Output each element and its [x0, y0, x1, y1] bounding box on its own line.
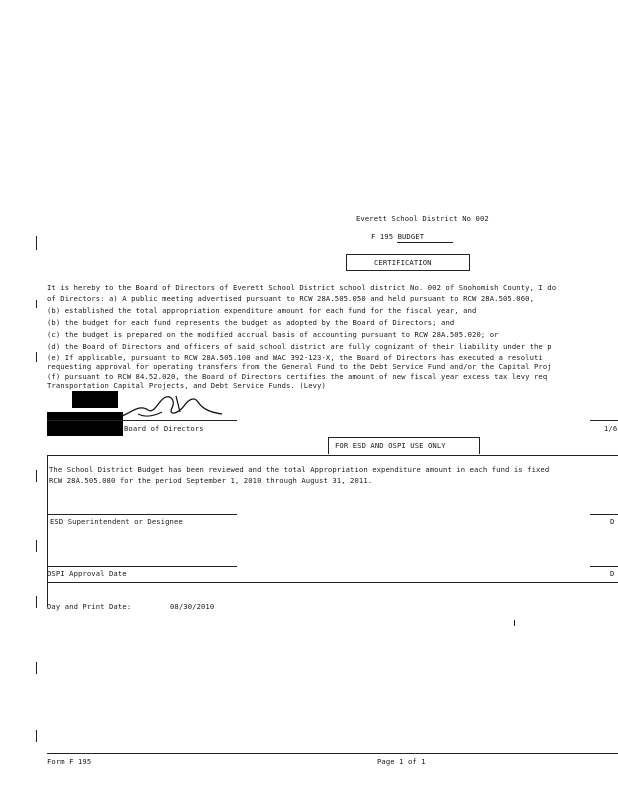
signature-line-right — [590, 420, 618, 421]
esd-label: ESD Superintendent or Designee — [50, 517, 183, 526]
cert-line: (f) pursuant to RCW 84.52.020, the Board of Directors certifies the amount of new fiscal year excess tax levy req — [47, 372, 548, 381]
cert-line: (b) established the total appropriation expenditure amount for each fund for the fiscal year, and — [47, 306, 477, 315]
margin-mark — [36, 236, 37, 250]
form-title: F 195 BUDGET — [371, 232, 425, 241]
certification-body — [47, 284, 618, 394]
review-text — [49, 466, 618, 490]
district-title: Everett School District No 002 — [356, 214, 489, 223]
signature-line — [47, 420, 237, 421]
cert-line: (e) If applicable, pursuant to RCW 28A.505.100 and WAC 392-123-X, the Board of Directors has executed a resoluti — [47, 353, 543, 362]
footer-page: Page 1 of 1 — [377, 757, 426, 766]
review-line: RCW 28A.505.080 for the period September 1, 2010 through August 31, 2011. — [49, 476, 373, 485]
esd-signature-line — [47, 514, 237, 515]
signature-scribble — [118, 390, 228, 422]
review-top-rule — [47, 455, 618, 456]
redaction-block — [47, 412, 123, 436]
margin-mark — [36, 540, 37, 552]
esd-mark: D — [610, 517, 615, 526]
cert-line: It is hereby to the Board of Directors of Everett School District school district No. 002 of Snohomish County, I do — [47, 284, 557, 292]
certification-heading: CERTIFICATION — [374, 258, 432, 267]
ospi-date-line — [590, 566, 618, 567]
ospi-signature-line — [47, 566, 237, 567]
review-banner: FOR ESD AND OSPI USE ONLY — [335, 441, 446, 450]
cert-line: of Directors: a) A public meeting advertised pursuant to RCW 28A.505.050 and held pursuant to RCW 28A.505.060, — [47, 294, 534, 303]
print-date-value: 08/30/2010 — [170, 602, 215, 611]
margin-mark — [36, 596, 37, 608]
cert-line: (c) the budget is prepared on the modified accrual basis of accounting pursuant to RCW 28A.505.020; or — [47, 330, 499, 339]
cert-line: (d) the Board of Directors and officers of said school district are fully cognizant of their liability under the p — [47, 342, 552, 351]
cert-line: (b) the budget for each fund represents the budget as adopted by the Board of Directors; and — [47, 318, 455, 327]
signature-label: Board of Directors — [124, 424, 204, 433]
review-bottom-rule — [47, 582, 618, 583]
footer-rule — [47, 753, 618, 754]
cert-line: requesting approval for operating transfers from the General Fund to the Debt Service Fund and/or the Capital Proj — [47, 362, 552, 371]
review-line: The School District Budget has been reviewed and the total Appropriation expenditure amount in each fund is fixed — [49, 466, 550, 474]
margin-mark — [36, 352, 37, 362]
margin-mark — [514, 620, 515, 626]
esd-date-line — [590, 514, 618, 515]
print-date-label: Day and Print Date: — [47, 602, 132, 611]
margin-mark — [36, 300, 37, 308]
signature-right-mark: 1/6 — [604, 424, 618, 433]
ospi-label: OSPI Approval Date — [47, 569, 127, 578]
ospi-mark: D — [610, 569, 615, 578]
footer-form: Form F 195 — [47, 757, 92, 766]
margin-mark — [36, 470, 37, 482]
redaction-block — [72, 391, 118, 408]
cert-line: Transportation Capital Projects, and Debt Service Funds. (Levy) — [47, 381, 326, 390]
form-title-underline — [397, 242, 453, 243]
margin-mark — [36, 662, 37, 674]
margin-mark — [36, 730, 37, 742]
review-left-rule — [47, 455, 48, 607]
